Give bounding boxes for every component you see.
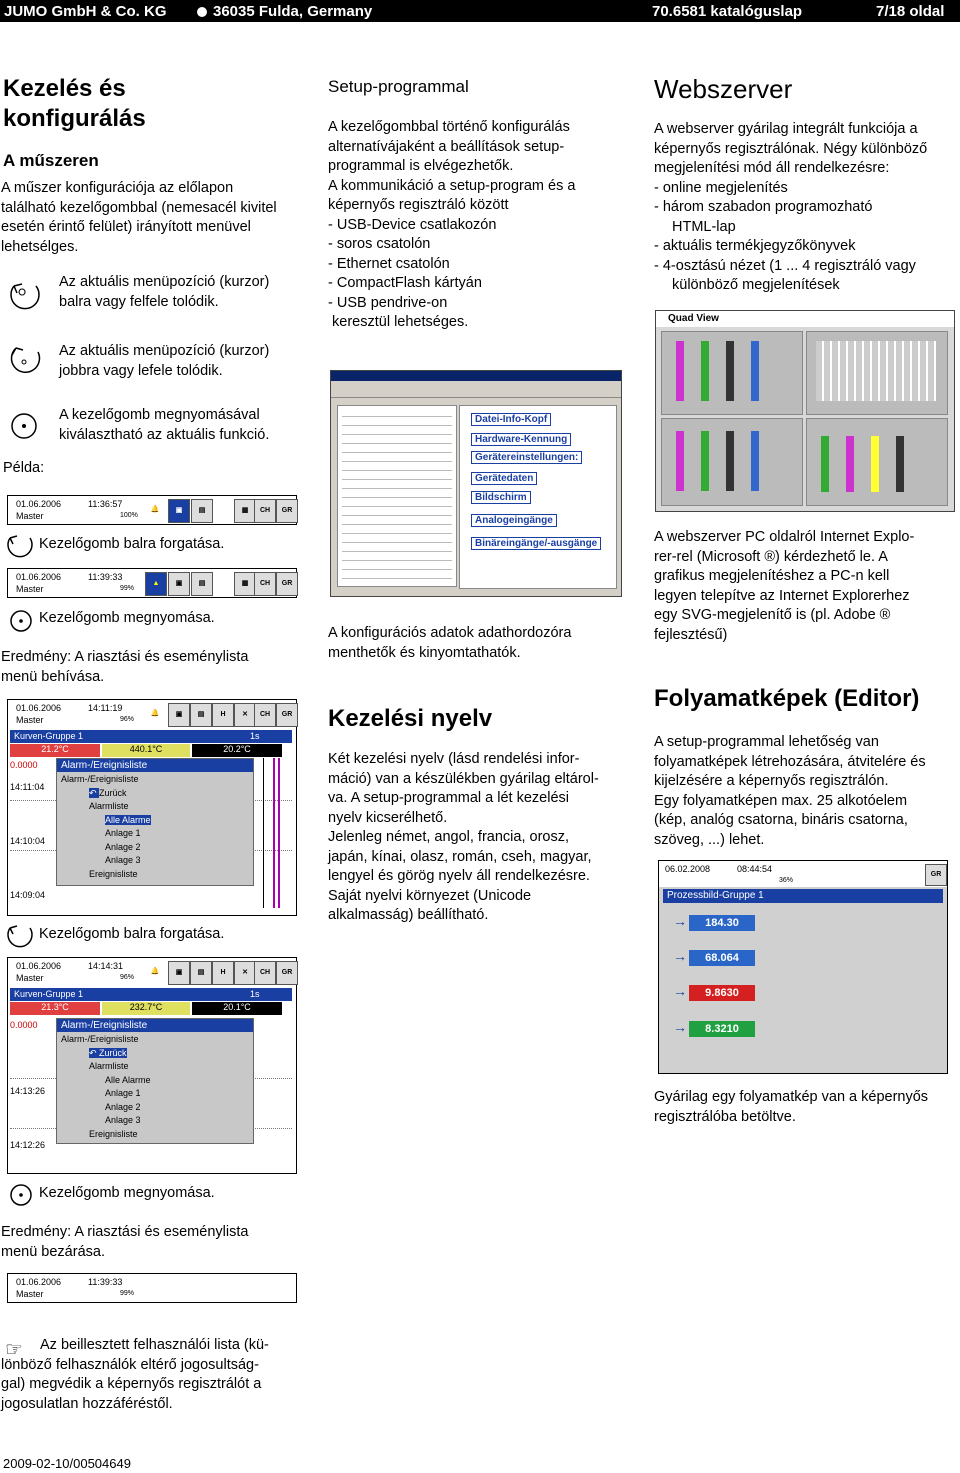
screen-icon: ▦ (234, 499, 256, 523)
webserver-text: - online megjelenítés (654, 179, 788, 196)
user: Master (16, 584, 44, 594)
ch-button: CH (254, 499, 276, 523)
subsection-title: A műszeren (3, 151, 99, 170)
quad-view-screenshot (655, 310, 955, 512)
arrow-icon: → (673, 913, 687, 929)
setup-section-label: Gerätedaten (471, 472, 537, 485)
setup-section-label: Bildschirm (471, 491, 531, 504)
channel-value-2: 440.1°C (102, 744, 190, 757)
time: 14:14:31 (88, 961, 124, 971)
web-access-text: A webszerver PC oldalról Internet Explo- (654, 529, 915, 545)
time: 11:39:33 (88, 1277, 123, 1287)
language-text: japán, kínai, olasz, román, cseh, magyar, (328, 848, 592, 865)
rotate-right-icon (6, 342, 46, 378)
process-image-screenshot (658, 860, 948, 1074)
gr-button: GR (276, 572, 298, 596)
tools-icon: ✕ (234, 703, 256, 727)
value-readout: 0.0000 (10, 1020, 38, 1030)
menu-item: Anlage 2 (105, 841, 141, 852)
menu-item: Alarmliste (89, 801, 129, 811)
gr-button: GR (276, 961, 298, 985)
press-icon (9, 609, 33, 633)
result-text: menü bezárása. (1, 1243, 105, 1260)
example-label: Példa: (3, 460, 45, 476)
setup-text: alternatívájaként a beállítások setup- (328, 138, 565, 155)
language-text: alkalmasság) beállítható. (328, 907, 489, 923)
editor-text: (kép, analóg csatorna, bináris csatorna, (654, 812, 908, 828)
alarm-icon: 🔔 (145, 961, 165, 983)
web-access-text: grafikus megjelenítéshez a PC-n kell (654, 568, 890, 584)
h-button: H (212, 961, 234, 985)
section-title-line1: Kezelés és (3, 75, 126, 102)
press-icon (10, 412, 40, 442)
arrow-icon: → (673, 948, 687, 964)
menu-item: Alle Alarme (105, 1074, 151, 1085)
date: 01.06.2006 (16, 703, 62, 713)
memory-percent: 99% (120, 1290, 135, 1297)
intro-line: lehetsélges. (1, 238, 79, 255)
user: Master (16, 511, 44, 521)
alarm-icon: 🔔 (145, 499, 165, 521)
rotate-left-text: Az aktuális menüpozíció (kurzor) (59, 274, 270, 290)
screen-icon: ▦ (234, 572, 256, 596)
period: 1s (250, 731, 260, 741)
ch-button: CH (254, 961, 276, 985)
time: 11:39:33 (88, 572, 123, 582)
language-text: máció) van a készülékben gyárilag eltárol- (328, 770, 599, 787)
menu-item: Anlage 1 (105, 828, 141, 838)
config-tree-panel (337, 405, 457, 587)
page-header (0, 0, 960, 22)
rotate-right-text: Az aktuális menüpozíció (kurzor) (59, 343, 270, 359)
step-text: Kezelőgomb megnyomása. (39, 610, 215, 626)
date: 01.06.2006 (16, 1277, 62, 1287)
rotate-left-icon (6, 278, 46, 312)
time-tick: 14:13:26 (10, 1086, 46, 1096)
process-value-box: 68.064 (689, 950, 755, 966)
time: 08:44:54 (737, 864, 773, 874)
channel-value-2: 232.7°C (102, 1002, 190, 1015)
memory-percent: 36% (779, 877, 794, 884)
group-name: Kurven-Gruppe 1 (14, 989, 84, 999)
result-text: menü behívása. (1, 668, 105, 685)
bullet-icon (197, 7, 207, 17)
setup-program-screenshot (330, 370, 622, 597)
gr-button: GR (925, 864, 947, 886)
time-tick: 14:11:04 (10, 782, 45, 792)
language-text: Jelenleg német, angol, francia, orosz, (328, 829, 569, 845)
menu-item: Alarmliste (89, 1061, 129, 1071)
device-screen-menu-close (7, 957, 297, 1174)
webserver-text: - 4-osztású nézet (1 ... 4 regisztráló vagy (654, 257, 916, 274)
note-text: Az beillesztett felhasználói lista (kü- (40, 1337, 269, 1353)
setup-text: - CompactFlash kártyán (328, 275, 482, 291)
section-title-line2: konfigurálás (3, 105, 146, 132)
page-icon: ▤ (190, 703, 212, 727)
caption-text: regisztrálóba betöltve. (654, 1108, 796, 1125)
setup-text: - soros csatolón (328, 236, 431, 252)
memory-percent: 99% (120, 585, 135, 592)
webserver-text: HTML-lap (672, 218, 736, 235)
footer-doc-id: 2009-02-10/00504649 (3, 1456, 131, 1471)
date: 01.06.2006 (16, 961, 62, 971)
arrow-icon: → (673, 983, 687, 999)
step-text: Kezelőgomb balra forgatása. (39, 536, 225, 552)
press-text: A kezelőgomb megnyomásával (59, 407, 260, 423)
value-readout: 0.0000 (10, 760, 38, 770)
menu-icon: ▣ (168, 961, 190, 985)
alarm-icon: 🔔 (145, 703, 165, 725)
time: 14:11:19 (88, 703, 123, 713)
user: Master (16, 715, 44, 725)
channel-value-1: 21.3°C (10, 1002, 100, 1015)
menu-item: Ereignisliste (89, 1128, 138, 1139)
process-value-box: 8.3210 (689, 1021, 755, 1037)
editor-text: folyamatképek létrehozására, átvitelére és (654, 753, 926, 770)
page-icon: ▤ (191, 499, 213, 523)
pointing-hand-icon: ☞ (5, 1339, 23, 1361)
language-text: lengyel és görög nyelv áll rendelkezésre. (328, 868, 590, 884)
menu-item: Anlage 1 (105, 1088, 141, 1098)
caption-text: Gyárilag egy folyamatkép van a képernyős (654, 1089, 929, 1105)
device-status-bar-1 (7, 495, 297, 525)
menu-item: Alle Alarme (105, 814, 151, 825)
web-access-text: fejlesztésű) (654, 626, 728, 643)
webserver-text: - aktuális termékjegyzőkönyvek (654, 238, 856, 254)
setup-title: Setup-programmal (328, 77, 469, 96)
setup-text: programmal is elvégezhetők. (328, 158, 514, 174)
setup-text: képernyős regisztráló között (328, 197, 509, 213)
alarm-event-menu (56, 758, 254, 886)
period: 1s (250, 989, 260, 999)
webserver-title: Webszerver (654, 74, 793, 104)
alarm-event-menu: Alarm-/Ereignisliste Alarm-/Ereignisliste ↶ Zurück Alarmliste Alle Alarme Anlage 1 Anlage 2 Anlage 3 Ereignisliste (56, 1018, 254, 1144)
ch-button: CH (254, 572, 276, 596)
process-group-title: Prozessbild-Gruppe 1 (663, 889, 943, 903)
setup-section-label: Datei-Info-Kopf (471, 413, 551, 426)
setup-section-label: Binäreingänge/-ausgänge (471, 537, 601, 550)
menu-title: Alarm-/Ereignisliste (57, 1019, 253, 1032)
setup-text: - USB pendrive-on (328, 294, 448, 311)
setup-text: - USB-Device csatlakozón (328, 216, 497, 233)
rotate-right-text: jobbra vagy lefele tolódik. (59, 362, 223, 379)
note-text: jogosulatlan hozzáféréstől. (1, 1395, 173, 1412)
editor-text: Egy folyamatképen max. 25 alkotóelem (654, 792, 908, 809)
setup-text: A kommunikáció a setup-program és a (328, 177, 576, 194)
channel-value-3: 20.1°C (192, 1002, 282, 1015)
language-text: Két kezelési nyelv (lásd rendelési infor- (328, 751, 580, 767)
user: Master (16, 973, 44, 983)
menu-item: Alarm-/Ereignisliste (61, 774, 139, 784)
note-text: lönböző felhasználók eltérő jogosultság- (1, 1356, 259, 1373)
tools-icon: ✕ (234, 961, 256, 985)
quad-view-title: Quad View (668, 313, 719, 324)
memory-percent: 96% (120, 716, 135, 723)
press-icon (9, 1183, 33, 1207)
language-title: Kezelési nyelv (328, 705, 493, 732)
time-tick: 14:09:04 (10, 890, 46, 900)
menu-item: ↶ Zurück (89, 787, 127, 798)
user: Master (16, 1289, 44, 1299)
group-title-bar (10, 988, 292, 1001)
step-text: Kezelőgomb balra forgatása. (39, 926, 225, 942)
web-access-text: rer-rel (Microsoft ®) kérdezhető le. A (654, 548, 888, 565)
h-button: H (212, 703, 234, 727)
gr-button: GR (276, 499, 298, 523)
device-screen-menu-open (7, 699, 297, 916)
setup-text: A kezelőgombbal történő konfigurálás (328, 119, 570, 135)
web-access-text: egy SVG-megjelenítő is (pl. Adobe ® (654, 607, 891, 623)
time-tick: 14:12:26 (10, 1140, 46, 1150)
alarm-icon: ▲ (145, 572, 167, 596)
intro-line: A műszer konfigurációja az előlapon (1, 180, 234, 196)
company-city: 36035 Fulda, Germany (213, 3, 373, 20)
setup-section-label: Hardware-Kennung (471, 433, 571, 446)
time-tick: 14:10:04 (10, 836, 46, 846)
group-name: Kurven-Gruppe 1 (14, 731, 84, 741)
intro-line: esetén érintő felület) irányított menüvel (1, 219, 251, 235)
rotate-left-icon (4, 920, 36, 950)
step-text: Kezelőgomb megnyomása. (39, 1185, 215, 1201)
archive-text: menthetők és kinyomtathatók. (328, 644, 521, 661)
device-status-bar-2 (7, 568, 297, 598)
note-text: gal) megvédik a képernyős regisztrálót a (1, 1376, 262, 1392)
memory-percent: 96% (120, 974, 135, 981)
editor-text: kijelzésére a képernyős regisztrálón. (654, 773, 889, 789)
result-text: Eredmény: A riasztási és eseménylista (1, 649, 249, 665)
company-name: JUMO GmbH & Co. KG (4, 3, 167, 20)
editor-title: Folyamatképek (Editor) (654, 685, 920, 712)
date: 06.02.2008 (665, 864, 711, 874)
press-text: kiválasztható az aktuális funkció. (59, 426, 270, 443)
setup-text: keresztül lehetséges. (328, 314, 469, 330)
channel-value-1: 21.2°C (10, 744, 100, 757)
page-number: 7/18 oldal (876, 3, 945, 20)
arrow-icon: → (673, 1019, 687, 1035)
intro-line: található kezelőgombbal (nemesacél kivitel (1, 199, 277, 216)
date: 01.06.2006 (16, 572, 62, 582)
menu-item: Ereignisliste (89, 868, 138, 879)
rotate-left-icon (4, 530, 36, 560)
menu-icon: ▣ (168, 572, 190, 596)
gr-button: GR (276, 703, 298, 727)
setup-text: - Ethernet csatolón (328, 255, 450, 272)
webserver-text: - három szabadon programozható (654, 199, 873, 215)
editor-text: szöveg, ...) lehet. (654, 831, 765, 848)
menu-icon: ▣ (168, 703, 190, 727)
webserver-text: A webserver gyárilag integrált funkciója a (654, 121, 918, 137)
menu-item: Anlage 3 (105, 1115, 141, 1125)
process-value-box: 184.30 (689, 915, 755, 931)
device-status-bar-3 (7, 1273, 297, 1303)
setup-section-label: Analogeingänge (471, 514, 557, 527)
date: 01.06.2006 (16, 499, 62, 509)
setup-section-label: Gerätereinstellungen: (471, 451, 582, 464)
menu-icon: ▣ (168, 499, 190, 523)
menu-title: Alarm-/Ereignisliste (57, 759, 253, 772)
ch-button: CH (254, 703, 276, 727)
language-text: nyelv kicserélhető. (328, 809, 448, 826)
webserver-text: képernyős regisztrálónak. Négy különböző (654, 140, 928, 157)
rotate-left-text: balra vagy felfele tolódik. (59, 293, 219, 310)
menu-item: Alarm-/Ereignisliste (61, 1034, 139, 1044)
channel-value-3: 20.2°C (192, 744, 282, 757)
menu-item: Anlage 2 (105, 1101, 141, 1112)
menu-item: Anlage 3 (105, 855, 141, 865)
page-icon: ▤ (191, 572, 213, 596)
process-value-box: 9.8630 (689, 985, 755, 1001)
page-icon: ▤ (190, 961, 212, 985)
webserver-text: megjelenítési mód áll rendelkezésre: (654, 160, 890, 176)
group-title-bar (10, 730, 292, 743)
language-text: Saját nyelvi környezet (Unicode (328, 887, 532, 904)
editor-text: A setup-programmal lehetőség van (654, 734, 879, 750)
web-access-text: legyen telepítve az Internet Explorerhez (654, 587, 910, 604)
webserver-text: különböző megjelenítések (672, 277, 840, 293)
archive-text: A konfigurációs adatok adathordozóra (328, 625, 572, 641)
memory-percent: 100% (120, 512, 138, 519)
menu-item: Zurück (99, 1047, 127, 1058)
language-text: va. A setup-programmal a lét kezelési (328, 790, 569, 806)
catalog-label: 70.6581 katalóguslap (652, 3, 803, 20)
time: 11:36:57 (88, 499, 123, 509)
result-text: Eredmény: A riasztási és eseménylista (1, 1224, 249, 1240)
